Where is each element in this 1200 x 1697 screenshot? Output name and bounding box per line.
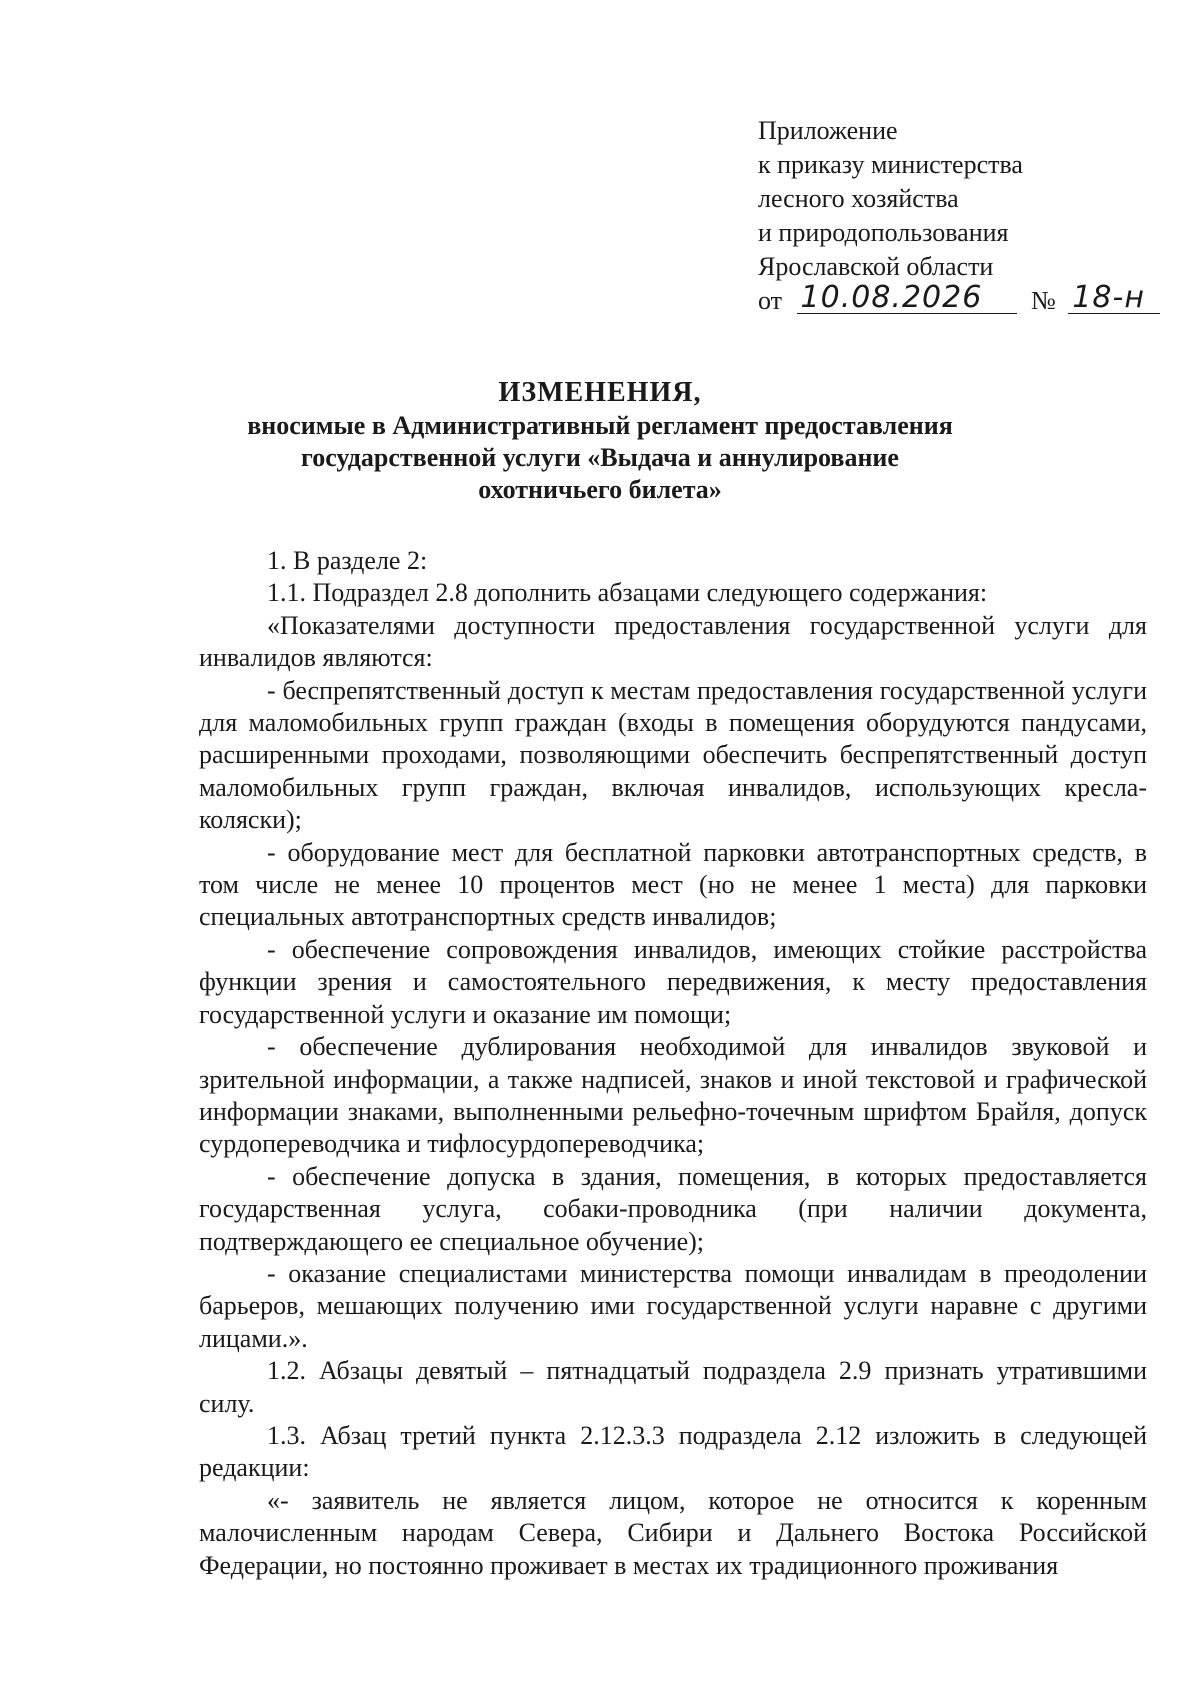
paragraph: - беспрепятственный доступ к местам предоставления государственной услуги для маломобильных групп граждан (входы в помещения оборудуются пандусами, расширенными проходами, позволяющими обеспечить беспрепятственный доступ маломобильных групп граждан, включая инвалидов, использующих кресла-коляски); [199,675,1147,835]
paragraph: «Показателями доступности предоставления государственной услуги для инвалидов являются: [199,610,1147,673]
paragraph: «- заявитель не является лицом, которое не относится к коренным малочисленным народам Севера, Сибири и Дальнего Востока Российской Федерации, но постоянно проживает в местах их традиционного проживания [199,1485,1147,1580]
title-subline: государственной услуги «Выдача и аннулирование [301,443,899,472]
title-subline: охотничьего билета» [478,475,722,504]
paragraph: - оказание специалистами министерства помощи инвалидам в преодолении барьеров, мешающих получению ими государственной услуги наравне с другими лицами.». [199,1258,1147,1353]
appendix-line: лесного хозяйства [758,184,959,213]
document-title [150,376,1050,506]
paragraph: - обеспечение допуска в здания, помещения, в которых предоставляется государственная услуга, собаки-проводника (при наличии документа, подтверждающего ее специальное обучение); [199,1161,1147,1256]
paragraph: 1.3. Абзац третий пункта 2.12.3.3 подраздела 2.12 изложить в следующей редакции: [199,1420,1147,1483]
appendix-line: к приказу министерства [758,150,1023,179]
title-subline: вносимые в Административный регламент предоставления [247,411,953,440]
number-prefix: № [1031,286,1056,315]
appendix-line: и природопользования [758,218,1009,247]
date-prefix: от [758,286,783,315]
appendix-line: Приложение [758,116,898,145]
paragraph: 1.1. Подраздел 2.8 дополнить абзацами следующего содержания: [267,578,988,608]
paragraph: 1.2. Абзацы девятый – пятнадцатый подраздела 2.9 признать утратившими силу. [199,1356,1147,1418]
handwritten-date: 10.08.2026 [797,283,1017,314]
appendix-header [758,114,1160,318]
paragraph: - оборудование мест для бесплатной парковки автотранспортных средств, в том числе не менее 10 процентов мест (но не менее 1 места) для парковки специальных автотранспортных средств инвалидов; [199,837,1147,932]
paragraph: - обеспечение дублирования необходимой для инвалидов звуковой и зрительной информации, а также надписей, знаков и иной текстовой и графической информации знаками, выполненными рельефно-точечным шрифтом Брайля, допуск сурдопереводчика и тифлосурдопереводчика; [199,1032,1147,1159]
title-main: ИЗМЕНЕНИЯ, [498,377,702,408]
handwritten-order-number: 18-н [1068,283,1160,314]
order-date-number-row [758,280,1160,318]
paragraph: - обеспечение сопровождения инвалидов, имеющих стойкие расстройства функции зрения и самостоятельного передвижения, к месту предоставления государственной услуги и оказание им помощи; [199,934,1147,1029]
document-body [199,545,1147,1582]
appendix-line: Ярославской области [758,252,994,281]
paragraph: 1. В разделе 2: [267,546,428,575]
